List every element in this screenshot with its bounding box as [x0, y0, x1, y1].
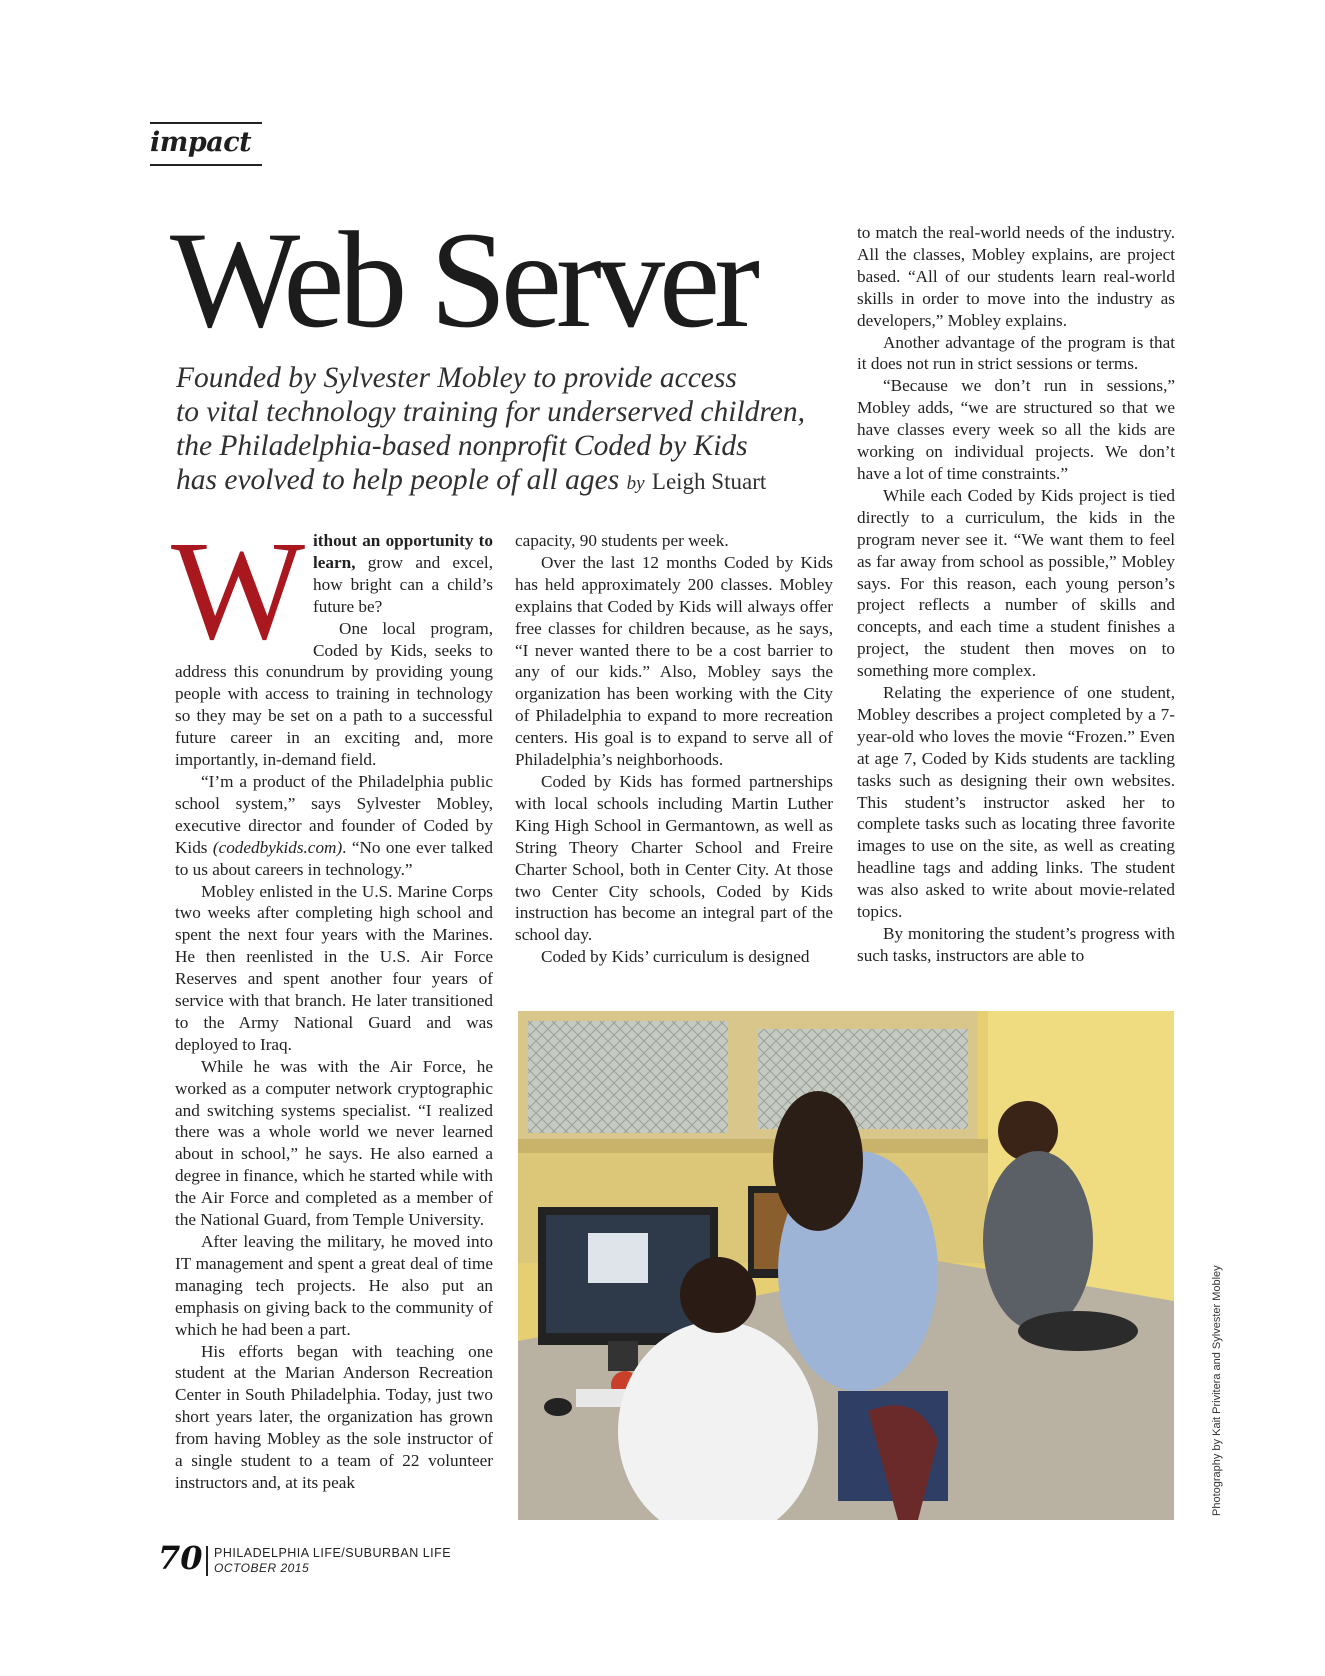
byline-author: Leigh Stuart: [651, 469, 767, 494]
article-column-1: [171, 511, 493, 1494]
footer-divider: [206, 1546, 208, 1576]
body-paragraph: Another advantage of the program is that it does not run in strict sessions or terms.: [857, 332, 1175, 374]
lead-in: ithout an opportunity to learn,: [313, 531, 493, 572]
body-paragraph: By monitoring the student’s progress with such tasks, instructors are able to: [857, 924, 1175, 965]
byline-by: by: [626, 473, 645, 494]
body-paragraph: Coded by Kids has formed partnerships with local schools including Martin Luther King High School in Germantown, as well as String Theory Charter School and Freire Charter School, both in Center City. At those two Center City schools, Coded by Kids instruction has become an integral part of the school day.: [515, 771, 833, 945]
student-head: [680, 1257, 756, 1333]
deck-line: has evolved to help people of all ages: [176, 464, 620, 496]
instructor-hair: [773, 1091, 863, 1231]
body-paragraph: Coded by Kids’ curriculum is designed: [541, 947, 810, 967]
body-paragraph: [175, 771, 493, 881]
body-paragraph: One local program, Coded by Kids, seeks to address this conundrum by providing young people with access to training in technology so they may be set on a path to a successful future career in an exciting and, more importantly, in-demand field.: [175, 618, 493, 770]
article-column-2: [515, 530, 833, 968]
website-reference: (codedbykids.com): [212, 837, 343, 857]
body-paragraph: Over the last 12 months Coded by Kids has held approximately 200 classes. Mobley explains that Coded by Kids will always offer free classes for children because, as he says, “I never wanted there to be a cost barrier to any of our kids.” Also, Mobley says the organization has been working with the City of Philadelphia to expand to more recreation centers. His goal is to expand to serve all of Philadelphia’s neighborhoods.: [515, 552, 833, 770]
deck-line: to vital technology training for underserved children,: [176, 396, 805, 428]
body-paragraph: Mobley enlisted in the U.S. Marine Corps two weeks after completing high school and spent the next four years with the Marines. He then reenlisted in the U.S. Air Force Reserves and spent another four years of service with that branch. He later transitioned to the Army National Guard and was deployed to Iraq.: [175, 881, 493, 1054]
window-sill: [518, 1139, 988, 1153]
stool-seat: [1018, 1311, 1138, 1351]
body-paragraph: His efforts began with teaching one student at the Marian Anderson Recreation Center in South Philadelphia. Today, just two short years later, the organization has grown from having Mobley as the sole instructor of a single student to a team of 22 volunteer instructors and, at its peak: [175, 1341, 493, 1492]
classroom-illustration: [518, 1011, 1174, 1520]
issue-date: OCTOBER 2015: [214, 1561, 310, 1575]
article-deck: [176, 361, 805, 501]
section-tag: [150, 122, 262, 166]
body-paragraph: “Because we don’t run in sessions,” Mobley adds, “we are structured so that we have classes every week so all the kids are working on individual projects. We don’t have a lot of time constraints.”: [857, 376, 1175, 483]
body-paragraph: While each Coded by Kids project is tied directly to a curriculum, the kids in the program never see it. “We want them to feel as far away from school as possible,” Mobley says. For this reason, each young person’s project reflects a number of skills and concepts, and each time a student finishes a project, the student then moves on to something more complex.: [857, 485, 1175, 681]
publication-name: PHILADELPHIA LIFE/SUBURBAN LIFE: [214, 1546, 452, 1560]
body-paragraph: to match the real-world needs of the industry. All the classes, Mobley explains, are project based. “All of our students learn real-world skills in order to move into the industry as developers,” Mobley explains.: [857, 223, 1175, 330]
section-label: impact: [150, 127, 252, 158]
computer-mouse: [544, 1398, 572, 1416]
body-paragraph: While he was with the Air Force, he worked as a computer network cryptographic and switching systems specialist. “I realized there was a whole world we never learned about in school,” he says. He also earned a degree in finance, which he started while with the Air Force and completed as a member of the National Guard, from Temple University.: [175, 1056, 493, 1230]
drop-cap: W: [171, 511, 306, 669]
body-paragraph: capacity, 90 students per week.: [515, 531, 729, 550]
photo-credit: Photography by Kait Privitera and Sylvester Mobley: [1211, 1265, 1223, 1516]
article-headline: Web Server: [170, 203, 755, 356]
screen-document: [588, 1233, 648, 1283]
deck-line: the Philadelphia-based nonprofit Coded by Kids: [176, 430, 748, 462]
lead-text: grow and excel, how bright can a child’s future be?: [313, 552, 493, 616]
boy-shirt: [983, 1151, 1093, 1331]
boy-head: [998, 1101, 1058, 1161]
classroom-photo: [518, 1011, 1174, 1520]
byline: [627, 464, 767, 496]
body-paragraph: Relating the experience of one student, Mobley describes a project completed by a 7-year-old who loves the movie “Frozen.” Even at age 7, Coded by Kids students are tackling tasks such as designing their own websites. This student’s instructor asked her to complete tasks such as locating three favorite images to use on the site, as well as creating headline tags and adding links. The student was also asked to write about movie-related topics.: [857, 683, 1175, 922]
deck-line-with-byline: [176, 463, 796, 501]
paragraph-text: . “No one ever talked to us about careers in technology.”: [175, 837, 493, 879]
page-number: 70: [158, 1539, 203, 1577]
body-paragraph: After leaving the military, he moved into IT management and spent a great deal of time managing tech projects. He also put an emphasis on giving back to the community of which he had been a part.: [175, 1232, 493, 1339]
window-mesh: [528, 1021, 728, 1133]
article-column-3: [857, 222, 1175, 967]
deck-line: Founded by Sylvester Mobley to provide access: [176, 362, 737, 394]
paragraph-text: “I’m a product of the Philadelphia public school system,” says Sylvester Mobley, executive director and founder of Coded by Kids: [175, 771, 493, 857]
monitor-stand: [608, 1341, 638, 1371]
